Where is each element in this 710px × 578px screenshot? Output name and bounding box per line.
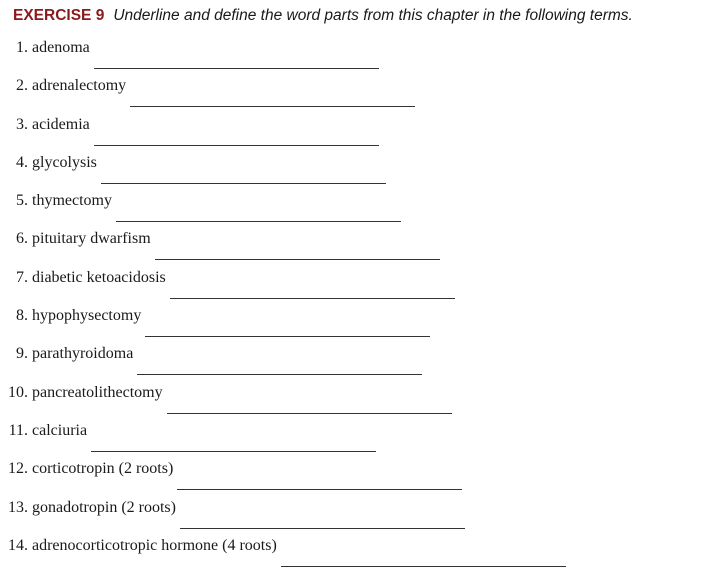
answer-blank[interactable] [91, 451, 376, 452]
item-number: 12. [8, 460, 28, 478]
item-term: thymectomy [32, 192, 112, 210]
term-item [0, 189, 710, 227]
term-item [0, 36, 710, 74]
item-number: 7. [16, 268, 28, 286]
item-term: hypophysectomy [32, 307, 142, 325]
item-number: 2. [16, 77, 28, 95]
exercise-label: EXERCISE 9 [13, 7, 105, 24]
item-number: 5. [16, 192, 28, 210]
answer-blank[interactable] [180, 528, 465, 529]
exercise-header [13, 6, 633, 26]
item-term: gonadotropin (2 roots) [32, 498, 176, 516]
term-item [0, 342, 710, 380]
item-number: 4. [16, 153, 28, 171]
answer-blank[interactable] [145, 336, 430, 337]
item-number: 13. [8, 498, 28, 516]
item-term: pituitary dwarfism [32, 230, 151, 248]
item-term: parathyroidoma [32, 345, 134, 363]
answer-blank[interactable] [281, 566, 566, 567]
item-term: diabetic ketoacidosis [32, 268, 166, 286]
item-number: 8. [16, 307, 28, 325]
item-number: 14. [8, 536, 28, 554]
term-item [0, 74, 710, 112]
term-item [0, 534, 710, 572]
term-item [0, 496, 710, 534]
term-item [0, 151, 710, 189]
item-term: acidemia [32, 115, 90, 133]
item-number: 1. [16, 39, 28, 56]
answer-blank[interactable] [137, 374, 422, 375]
item-term: pancreatolithectomy [32, 383, 163, 401]
item-term: adrenalectomy [32, 77, 127, 95]
term-item [0, 227, 710, 265]
term-item [0, 381, 710, 419]
term-list [0, 36, 710, 572]
item-number: 11. [8, 421, 28, 439]
item-number: 3. [16, 115, 28, 133]
exercise-instructions: Underline and define the word parts from this chapter in the following terms. [113, 7, 633, 24]
term-item [0, 266, 710, 304]
answer-blank[interactable] [177, 489, 462, 490]
item-number: 6. [16, 230, 28, 248]
answer-blank[interactable] [101, 183, 386, 184]
term-item [0, 457, 710, 495]
item-term: adrenocorticotropic hormone (4 roots) [32, 536, 277, 554]
item-term: calciuria [32, 421, 88, 439]
item-term: adenoma [32, 39, 90, 56]
term-item [0, 304, 710, 342]
item-term: corticotropin (2 roots) [32, 460, 174, 478]
term-item [0, 113, 710, 151]
answer-blank[interactable] [94, 145, 379, 146]
item-number: 9. [16, 345, 28, 363]
item-number: 10. [8, 383, 28, 401]
answer-blank[interactable] [155, 259, 440, 260]
answer-blank[interactable] [167, 413, 452, 414]
answer-blank[interactable] [170, 298, 455, 299]
answer-blank[interactable] [94, 68, 379, 69]
item-term: glycolysis [32, 153, 97, 171]
answer-blank[interactable] [130, 106, 415, 107]
answer-blank[interactable] [116, 221, 401, 222]
term-item [0, 419, 710, 457]
